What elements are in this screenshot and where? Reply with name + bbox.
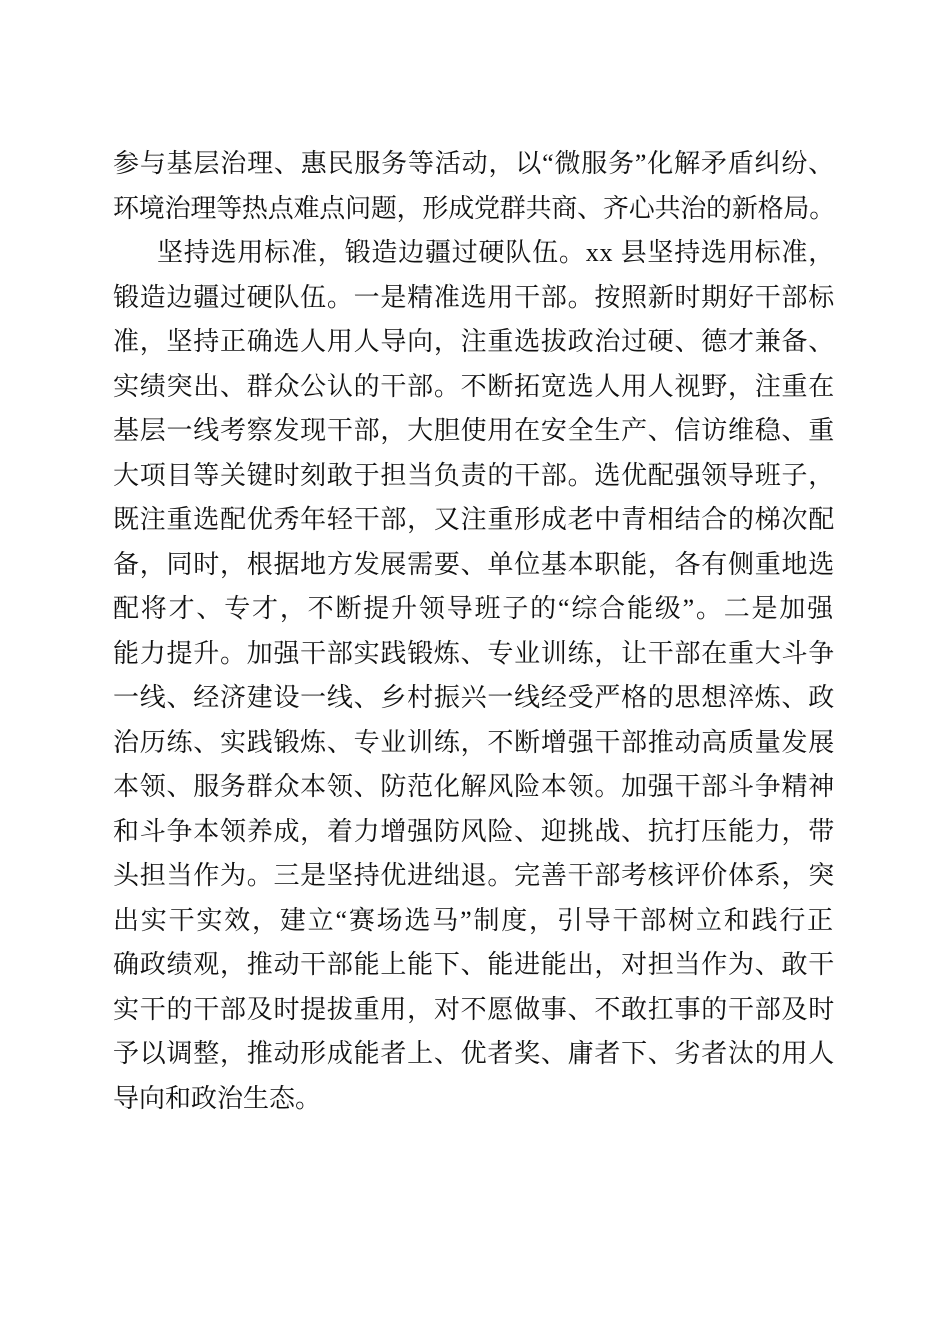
text-line	[113, 899, 835, 944]
text-line-content: 坚持选用标准，锻造边疆过硬队伍。xx 县坚持选用标准，	[157, 238, 835, 267]
text-line-content: 予以调整，推动形成能者上、优者奖、庸者下、劣者汰的用人	[113, 1039, 835, 1068]
text-line-content: 大项目等关键时刻敢于担当负责的干部。选优配强领导班子，	[113, 460, 835, 490]
text-line	[113, 943, 835, 988]
text-line	[113, 1077, 835, 1122]
text-line-content: 和斗争本领养成，着力增强防风险、迎挑战、抗打压能力，带	[113, 816, 835, 846]
text-line-content: 出实干实效，建立“赛场选马”制度，引导干部树立和践行正	[113, 905, 835, 935]
text-line	[113, 187, 835, 232]
text-line-content: 参与基层治理、惠民服务等活动，以“微服务”化解矛盾纠纷、	[113, 149, 835, 178]
text-line	[113, 498, 835, 543]
text-line	[113, 231, 835, 276]
text-line-content: 配将才、专才，不断提升领导班子的“综合能级”。二是加强	[113, 594, 835, 623]
text-line	[113, 365, 835, 410]
text-line	[113, 632, 835, 677]
text-line	[113, 988, 835, 1033]
text-line	[113, 276, 835, 321]
text-line	[113, 409, 835, 454]
text-line	[113, 721, 835, 766]
text-line	[113, 320, 835, 365]
text-line-content: 环境治理等热点难点问题，形成党群共商、齐心共治的新格局。	[113, 193, 835, 223]
document-body	[113, 142, 835, 1121]
text-line-content: 头担当作为。三是坚持优进绌退。完善干部考核评价体系，突	[113, 861, 835, 890]
text-line	[113, 587, 835, 632]
text-line	[113, 676, 835, 721]
text-line-content: 本领、服务群众本领、防范化解风险本领。加强干部斗争精神	[113, 772, 835, 801]
text-line-content: 锻造边疆过硬队伍。一是精准选用干部。按照新时期好干部标	[113, 282, 835, 312]
text-line-content: 实干的干部及时提拔重用，对不愿做事、不敢扛事的干部及时	[113, 994, 835, 1024]
text-line-content: 能力提升。加强干部实践锻炼、专业训练，让干部在重大斗争	[113, 638, 835, 668]
text-line-content: 备，同时，根据地方发展需要、单位基本职能，各有侧重地选	[113, 549, 835, 579]
text-line-content: 导向和政治生态。	[113, 1083, 322, 1113]
text-line	[113, 1032, 835, 1077]
text-line-content: 既注重选配优秀年轻干部，又注重形成老中青相结合的梯次配	[113, 505, 835, 534]
text-line	[113, 765, 835, 810]
text-line-content: 基层一线考察发现干部，大胆使用在安全生产、信访维稳、重	[113, 416, 835, 445]
text-line	[113, 142, 835, 187]
text-line-content: 一线、经济建设一线、乡村振兴一线经受严格的思想淬炼、政	[113, 683, 835, 712]
text-line	[113, 810, 835, 855]
text-line	[113, 854, 835, 899]
text-line-content: 确政绩观，推动干部能上能下、能进能出，对担当作为、敢干	[113, 950, 835, 979]
text-line-content: 实绩突出、群众公认的干部。不断拓宽选人用人视野，注重在	[113, 371, 835, 401]
text-line-content: 准，坚持正确选人用人导向，注重选拔政治过硬、德才兼备、	[113, 327, 835, 356]
text-line	[113, 543, 835, 588]
text-line-content: 治历练、实践锻炼、专业训练，不断增强干部推动高质量发展	[113, 727, 835, 757]
text-line	[113, 454, 835, 499]
